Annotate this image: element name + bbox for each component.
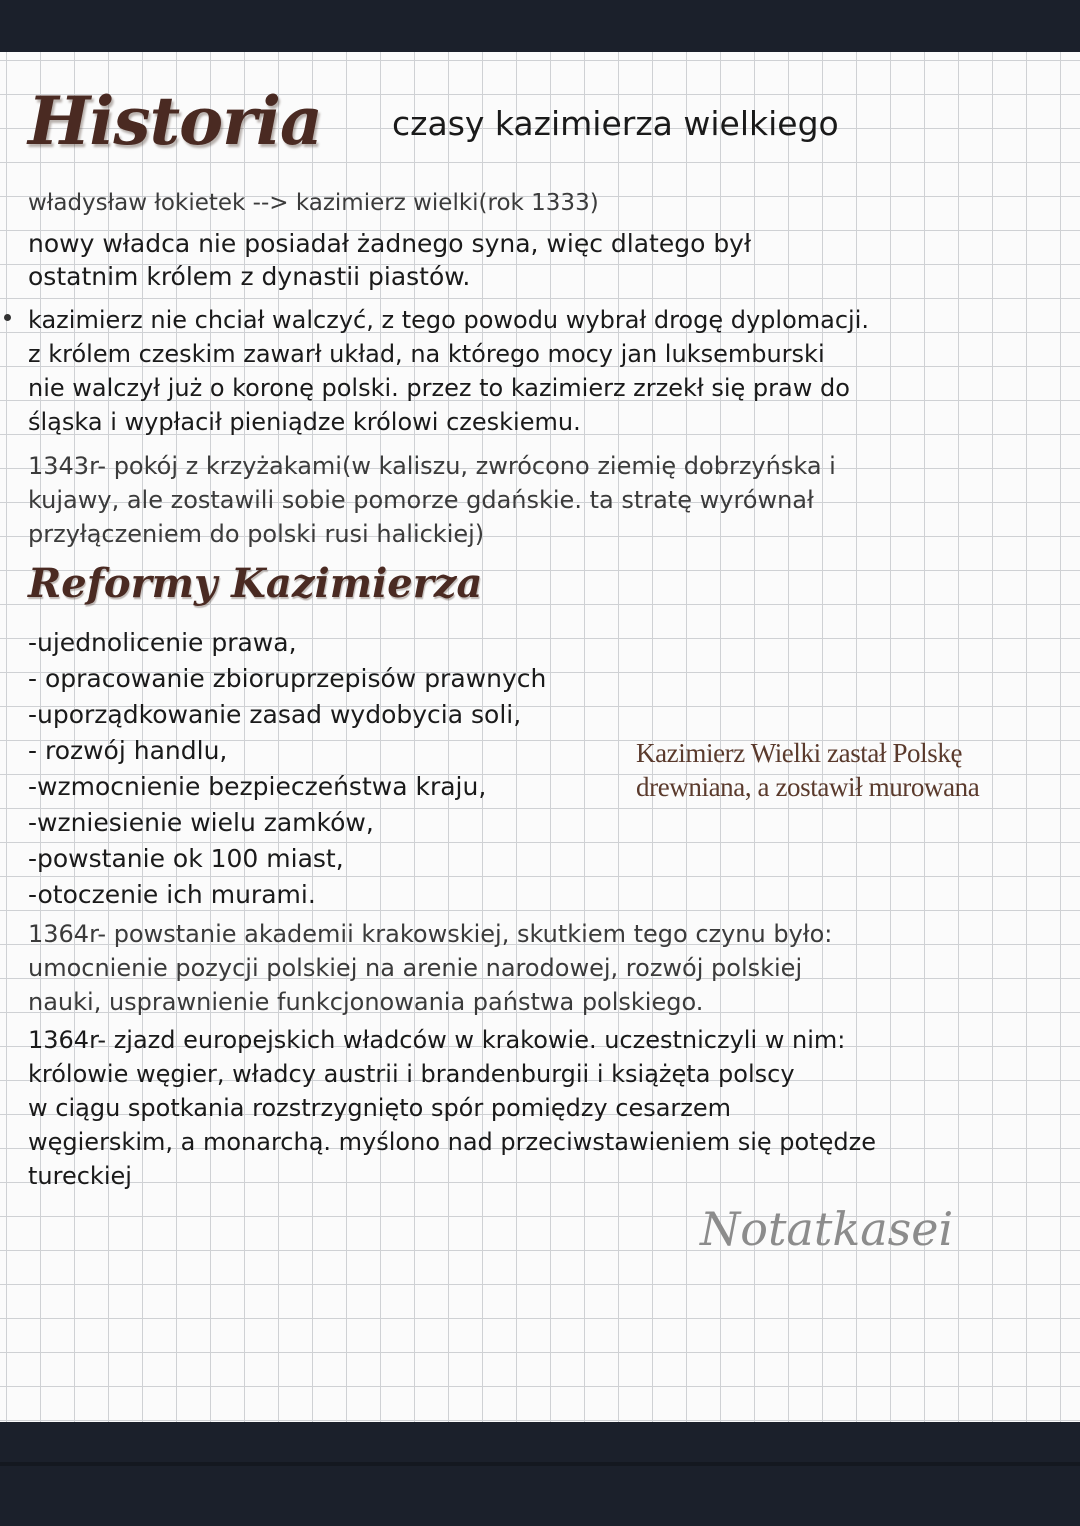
reform-item: -wzmocnienie bezpieczeństwa kraju, [28, 772, 487, 801]
congress-line: królowie węgier, władcy austrii i brandenburgii i książęta polscy [28, 1060, 795, 1088]
peace-line: 1343r- pokój z krzyżakami(w kaliszu, zwrócono ziemię dobrzyńska i [28, 452, 836, 480]
intro-line: nowy władca nie posiadał żadnego syna, więc dlatego był [28, 229, 752, 258]
diplomacy-line: śląska i wypłacił pieniądze królowi czeskiemu. [28, 408, 581, 436]
academy-line: 1364r- powstanie akademii krakowskiej, skutkiem tego czynu było: [28, 920, 833, 948]
top-bar [0, 0, 1080, 52]
reform-item: -wzniesienie wielu zamków, [28, 808, 374, 837]
intro-line: władysław łokietek --> kazimierz wielki(rok 1333) [28, 190, 599, 216]
academy-line: umocnienie pozycji polskiej na arenie narodowej, rozwój polskiej [28, 954, 803, 982]
congress-line: tureckiej [28, 1162, 132, 1190]
academy-line: nauki, usprawnienie funkcjonowania państwa polskiego. [28, 988, 704, 1016]
diplomacy-line: nie walczył już o koronę polski. przez to kazimierz zrzekł się praw do [28, 374, 850, 402]
reform-item: -ujednolicenie prawa, [28, 628, 297, 657]
congress-line: w ciągu spotkania rozstrzygnięto spór pomiędzy cesarzem [28, 1094, 732, 1122]
peace-line: kujawy, ale zostawili sobie pomorze gdańskie. ta stratę wyrównał [28, 486, 814, 514]
page-title: Historia [28, 82, 322, 160]
quote-line: drewniana, a zostawił murowana [636, 772, 980, 802]
peace-line: przyłączeniem do polski rusi halickiej) [28, 520, 485, 548]
reform-item: -uporządkowanie zasad wydobycia soli, [28, 700, 522, 729]
note-page [0, 52, 1080, 1422]
bottom-strip [0, 1462, 1080, 1466]
reform-item: -powstanie ok 100 miast, [28, 844, 344, 873]
quote-line: Kazimierz Wielki zastał Polskę [636, 738, 963, 768]
diplomacy-line: z królem czeskim zawarł układ, na którego mocy jan luksemburski [28, 340, 825, 368]
congress-line: 1364r- zjazd europejskich władców w krakowie. uczestniczyli w nim: [28, 1026, 846, 1054]
signature: Notatkasei [700, 1202, 954, 1256]
reform-item: -otoczenie ich murami. [28, 880, 316, 909]
reform-item: - rozwój handlu, [28, 736, 228, 765]
bottom-bar [0, 1422, 1080, 1526]
diplomacy-line: kazimierz nie chciał walczyć, z tego powodu wybrał drogę dyplomacji. [28, 306, 870, 334]
page-subtitle: czasy kazimierza wielkiego [392, 104, 839, 143]
intro-line: ostatnim królem z dynastii piastów. [28, 262, 471, 291]
reforms-heading: Reformy Kazimierza [28, 560, 483, 607]
bullet-icon [4, 314, 11, 321]
reform-item: - opracowanie zbioruprzepisów prawnych [28, 664, 547, 693]
congress-line: węgierskim, a monarchą. myślono nad przeciwstawieniem się potędze [28, 1128, 876, 1156]
